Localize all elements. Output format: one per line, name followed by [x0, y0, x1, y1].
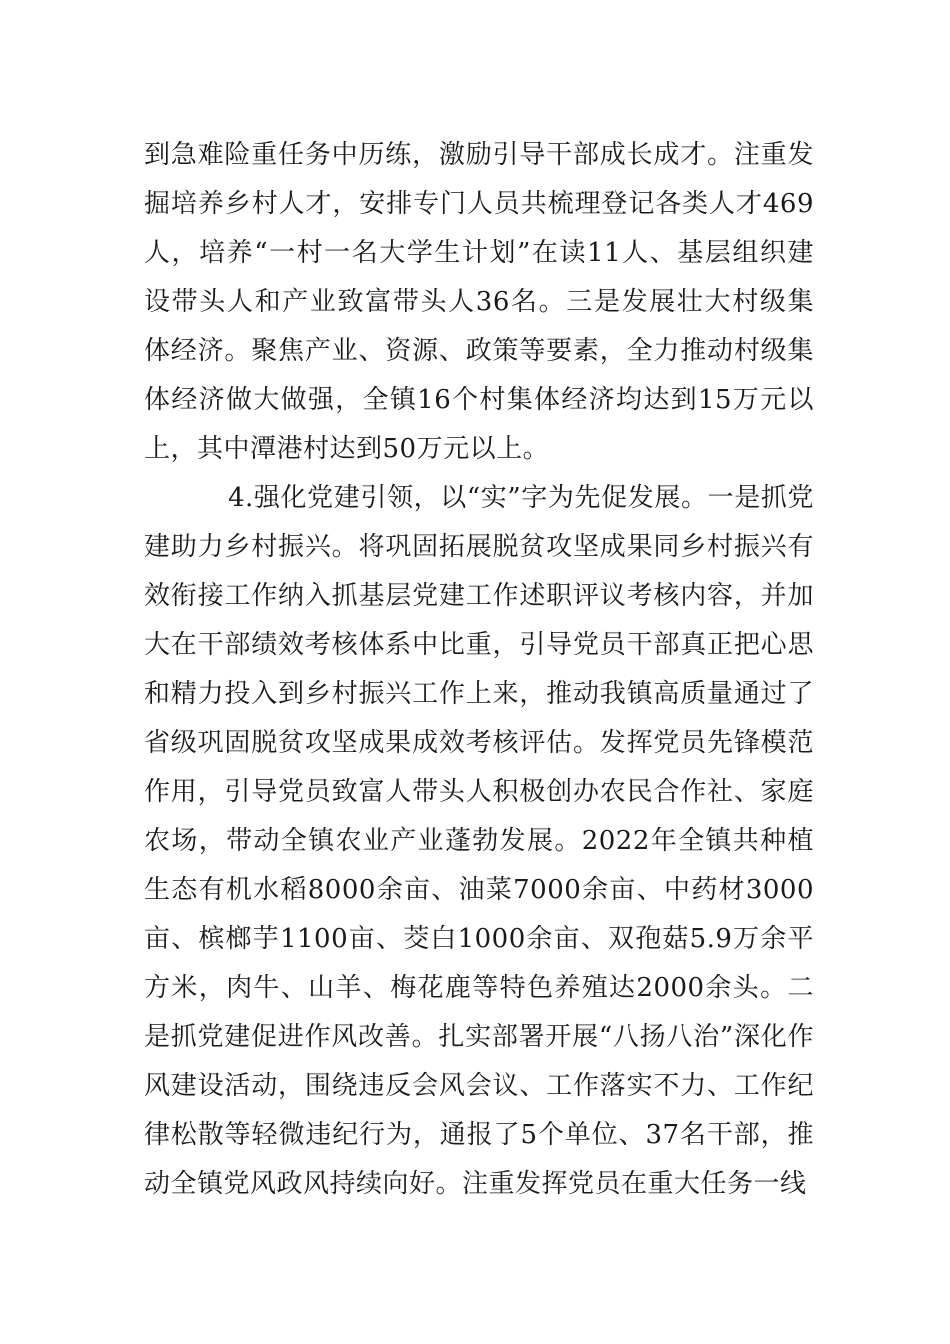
body-text [144, 131, 814, 1209]
paragraph-section-4: 4.强化党建引领，以“实”字为先促发展。一是抓党建助力乡村振兴。将巩固拓展脱贫攻坚成果同乡村振兴有效衔接工作纳入抓基层党建工作述职评议考核内容，并加大在干部绩效考核体系中比重，引导党员干部真正把心思和精力投入到乡村振兴工作上来，推动我镇高质量通过了省级巩固脱贫攻坚成果成效考核评估。发挥党员先锋模范作用，引导党员致富人带头人积极创办农民合作社、家庭农场，带动全镇农业产业蓬勃发展。2022年全镇共种植生态有机水稻8000余亩、油菜7000余亩、中药材3000亩、槟榔芋1100亩、茭白1000余亩、双孢菇5.9万余平方米，肉牛、山羊、梅花鹿等特色养殖达2000余头。二是抓党建促进作风改善。扎实部署开展“八扬八治”深化作风建设活动，围绕违反会风会议、工作落实不力、工作纪律松散等轻微违纪行为，通报了5个单位、37名干部，推动全镇党风政风持续向好。注重发挥党员在重大任务一线 [144, 483, 814, 1199]
paragraph-continuation: 到急难险重任务中历练，激励引导干部成长成才。注重发掘培养乡村人才，安排专门人员共梳理登记各类人才469人，培养“一村一名大学生计划”在读11人、基层组织建设带头人和产业致富带头人36名。三是发展壮大村级集体经济。聚焦产业、资源、政策等要素，全力推动村级集体经济做大做强，全镇16个村集体经济均达到15万元以上，其中潭港村达到50万元以上。 [144, 140, 814, 464]
